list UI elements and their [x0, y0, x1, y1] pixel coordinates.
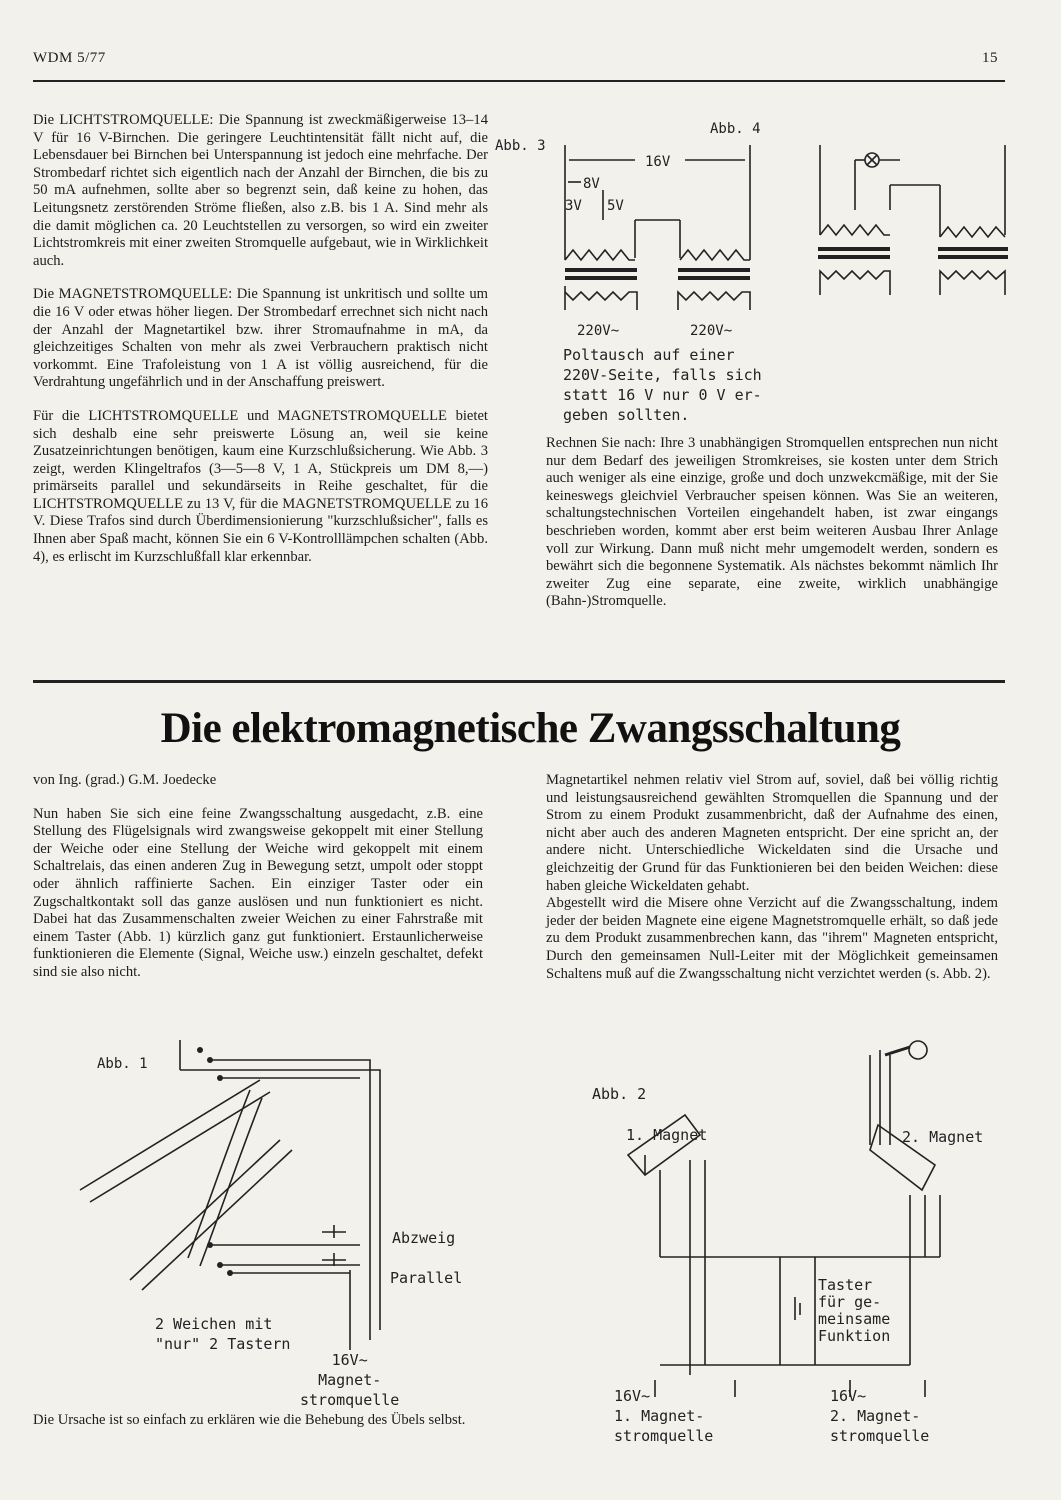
figure-abb4: [710, 115, 1015, 305]
paragraph-ursache: Die Ursache ist so einfach zu erklären wie die Behebung des Übels selbst.: [33, 1412, 466, 1428]
paragraph-magnetstromquelle: Die MAGNETSTROMQUELLE: Die Spannung ist unkritisch und sollte um die 16 V oder etwas höher liegen. Der Strombedarf errechnet sich nicht nach der Anzahl der Magnetartikel bzw. ihrer Stromaufnahme in mA, da gleichzeitiges Schalten von mehr als zwei Verbrauchern praktisch nicht vorkommt. Eine Trafoleistung von 1 A ist völlig ausreichend, für die Verdrahtung ungefährlich und in der Anschaffung preiswert.: [33, 286, 488, 391]
page-number: 15: [982, 50, 998, 66]
fig4-secondary-left: [820, 225, 890, 235]
fig2-source1-label: 16V~ 1. Magnet- stromquelle: [614, 1387, 714, 1445]
fig2-taster-label: Taster für ge- meinsame Funktion: [818, 1276, 891, 1345]
fig3-3v-label: 3V: [565, 198, 582, 214]
fig1-wire-3: [210, 1060, 370, 1340]
figure-abb1: [60, 1020, 490, 1350]
fig1-terminal: [197, 1047, 203, 1053]
fig2-magnet1-label: 1. Magnet: [626, 1126, 708, 1144]
paragraph-intro: Nun haben Sie sich eine feine Zwangsschaltung ausgedacht, z.B. eine Stellung des Flügelsignals wird zwangsweise gekoppelt mit einer Stellung der Weiche oder eine Stellung der Weiche wird gekoppelt mit einem Schaltrelais, das einen anderen Zug in Bewegung setzt, umpolt oder stoppt oder ähnlich raffinierte Sachen. Ein einziger Taster oder ein Zugschaltkontakt soll das ganze auslösen und nun funktioniert es nicht. Dabei hat das Zusammenschalten zweier Weichen zu einer Fahrstraße mit einem Taster (Abb. 1) kürzlich ganz gut funktioniert. Erstaunlicherweise funktionieren die Elemente (Signal, Weiche usw.) einzeln geschaltet, defekt sind sie also nicht.: [33, 805, 483, 980]
header-rule: [33, 80, 1005, 82]
fig1-terminal: [227, 1270, 233, 1276]
fig3-core-left-2: [565, 276, 637, 280]
article-footer: [33, 1412, 488, 1446]
top-right-column: [546, 435, 998, 627]
fig1-terminal: [207, 1242, 213, 1248]
fig4-primary-left: [820, 271, 890, 295]
fig3-primary-right-coil: [678, 292, 750, 310]
fig3-caption: Poltausch auf einer 220V-Seite, falls sich statt 16 V nur 0 V er- geben sollten.: [563, 346, 762, 424]
fig3-core-right: [678, 268, 750, 272]
fig1-terminal: [207, 1057, 213, 1063]
top-left-column: [33, 112, 488, 582]
fig3-core-left: [565, 268, 637, 272]
fig4-core-left: [818, 247, 890, 251]
fig4-core-right: [938, 247, 1008, 251]
article-title: Die elektromagnetische Zwangsschaltung: [160, 705, 901, 752]
fig3-core-right-2: [678, 276, 750, 280]
fig2-taster-icon: [795, 1297, 800, 1320]
fig1-taster-abzweig: [322, 1225, 346, 1238]
fig3-secondary-right: [680, 250, 750, 260]
byline: von Ing. (grad.) G.M. Joedecke: [33, 772, 217, 788]
paragraph-rechnen-sie-nach: Rechnen Sie nach: Ihre 3 unabhängigen Stromquellen entsprechen nun nicht nur dem Bedarf des jeweiligen Stromkreises, sie kosten unter dem Strich auch weniger als eine einzige, große und doch unzwekcmäßige, mit der Sie keineswegs gleichviel Verbraucher speisen können. Was Sie an weiteren, schaltungstechnischen Vorteilen eingehandelt haben, ist zwar eingangs beschrieben worden, kommt aber erst beim weiteren Ausbau Ihrer Anlage voll zur Wirkung. Dann muß nicht mehr umgemodelt werden, sondern es bewährt sich die begonnene Systematik. Als nächstes bekommt nämlich Ihr zweiter Zug eine separate, eine zweite, wirklich unabhängige (Bahn-)Stromquelle.: [546, 435, 998, 610]
figure-abb3: [495, 110, 765, 340]
fig1-parallel-label: Parallel: [390, 1269, 463, 1287]
fig2-signal-icon: [870, 1041, 927, 1145]
fig1-track-upper: [80, 1080, 270, 1202]
fig4-label: Abb. 4: [710, 121, 761, 137]
fig4-primary-right: [940, 271, 1005, 295]
running-header-left: WDM 5/77: [33, 50, 106, 66]
fig3-primary-left-coil: [565, 292, 637, 310]
fig1-taster-parallel: [322, 1253, 346, 1266]
paragraph-lichtstromquelle: Die LICHTSTROMQUELLE: Die Spannung ist zweckmäßigerweise 13–14 V für 16 V-Birnchen. Die geringere Leuchtintensität fällt nicht auf, die Lebensdauer bei Birnchen bei Unterspannung ist jedoch eine mehrfache. Der Strombedarf richtet sich eigentlich nach der Anzahl der Birnchen, die bis zu 50 mA aufnehmen, sollte aber so begrenzt sein, daß keine zu hohen, das Leitungsnetz zerstörenden Ströme fließen, also z.B. bis 1 A. Sind mehr als die damit möglichen ca. 20 Leuchtstellen zu versorgen, so wird ein zweiter Lichtstromkreis mit einer zweiten Stromquelle aufgebaut, wie in Wirklichkeit auch.: [33, 112, 488, 269]
paragraph-magnetartikel: Magnetartikel nehmen relativ viel Strom auf, soviel, daß bei völlig richtig und leistungsausreichend gewählten Stromquellen die Spannung und der Strom zu einem Produkt zusammenbricht, daß der Aufnahme des einen, nicht aber auch des anderen Magneten entspricht. Der eine spricht an, der andere nicht. Unterschiedliche Wickeldaten sind die Ursache und gleichzeitig der Grund für das Funktionieren bei den beiden Weichen: diese haben gleiche Wickeldaten gehabt.: [546, 772, 998, 894]
fig1-label: Abb. 1: [97, 1056, 148, 1072]
fig3-5v-label: 5V: [607, 198, 624, 214]
fig1-source-label: 16V~ Magnet- stromquelle: [300, 1351, 400, 1409]
fig1-abzweig-label: Abzweig: [392, 1229, 456, 1247]
fig4-core-left-2: [818, 255, 890, 259]
article-right-column: [546, 772, 998, 999]
fig2-magnet2-label: 2. Magnet: [902, 1128, 984, 1146]
fig2-source2-label: 16V~ 2. Magnet- stromquelle: [830, 1387, 930, 1445]
section-rule: [33, 680, 1005, 683]
fig2-label: Abb. 2: [592, 1085, 647, 1103]
fig3-secondary-left: [565, 250, 635, 260]
fig3-8v-label: 8V: [583, 176, 600, 192]
paragraph-both-sources: Für die LICHTSTROMQUELLE und MAGNETSTROMQUELLE bietet sich deshalb eine sehr preiswerte Lösung an, weil sie keine Zusatzeinrichtungen benötigen, kaum eine Kurzschlußsicherung. Wie Abb. 3 zeigt, werden Klingeltrafos (3—5—8 V, 1 A, Stückpreis um DM 8,—) primärseits parallel und sekundärseits in Reihe geschaltet, für die LICHTSTROMQUELLE zu 13 V, für die MAGNETSTROMQUELLE zu 16 V. Diese Trafos sind durch Überdimensionierung "kurzschlußsicher", falls es Ihnen aber Spaß macht, können Sie ein 6 V-Kontrolllämpchen schalten (Abb. 4), es erlischt im Kurzschlußfall klar erkennbar.: [33, 407, 488, 565]
fig4-secondary-right: [940, 227, 1005, 237]
fig3-mains-left: 220V~: [577, 323, 620, 339]
fig3-mains-right: 220V~: [690, 323, 733, 339]
fig4-core-right-2: [938, 255, 1008, 259]
article-left-column: [33, 772, 483, 998]
figure-abb2: [600, 1035, 1020, 1415]
fig3-label: Abb. 3: [495, 138, 546, 154]
fig1-terminal: [217, 1262, 223, 1268]
fig1-terminal: [217, 1075, 223, 1081]
paragraph-abgestellt: Abgestellt wird die Misere ohne Verzicht auf die Zwangsschaltung, indem jeder der beiden Magnete eine eigene Magnetstromquelle erhält, so daß jede zu dem Produkt zusammenbrechen kann, das "ihrem" Magneten entspricht, Durch den gemeinsamen Null-Leiter mit der Möglichkeit gemeinsamen Schaltens muß auf die Zwangsschaltung nicht verzichtet werden (s. Abb. 2).: [546, 895, 998, 982]
fig1-caption: 2 Weichen mit "nur" 2 Tastern: [155, 1315, 291, 1353]
fig3-16v-label: 16V: [645, 154, 671, 170]
